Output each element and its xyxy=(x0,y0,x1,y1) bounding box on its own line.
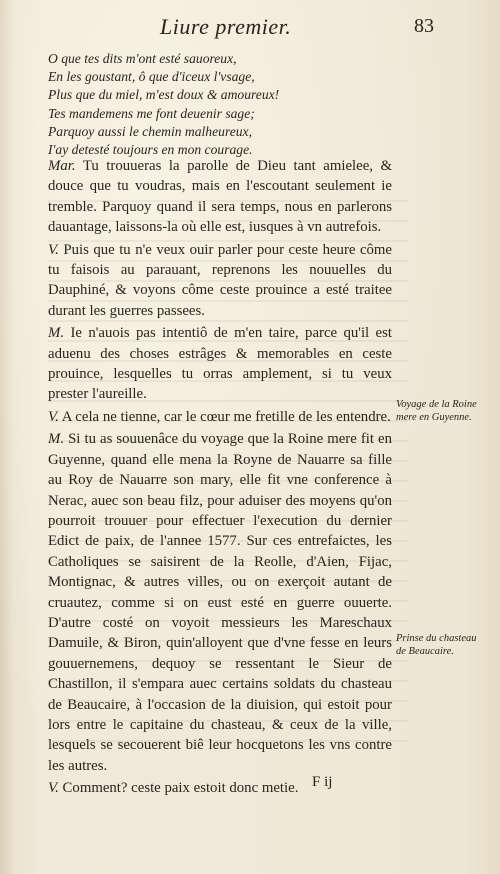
dialogue-text xyxy=(48,156,392,801)
speaker-mark: V. xyxy=(48,408,59,425)
paragraph-text: A cela ne tienne, car le cœur me fretille de les entendre. xyxy=(61,408,391,425)
verse-line: Tes mandemens me font deuenir sage; xyxy=(48,105,255,121)
paragraph-text: Ie n'auois pas intentiô de m'en taire, parce qu'il est aduenu des choses estrâges & memorables en ceste prouince, lesquelles tu orras amplement, si tu veux prester l'aureille. xyxy=(48,325,392,403)
paragraph-text: Si tu as souuenâce du voyage que la Roine mere fit en Guyenne, quand elle mena la Royne de Nauarre sa fille au Roy de Nauarre son mary, elle fit vne conference à Nerac, auec son beau filz, pour aduiser des moyens qu'on pourroit trouuer pour effectuer l'execution du dernier Edict de paix, de l'annee 1577. Sur ces entrefaictes, les Catholiques se saisirent de la Reolle, d'Aien, Fijac, Montignac, & autres villes, ou on exerçoit autant de cruautez, comme si on eust esté en guerre ouuerte. D'autre costé on voyoit messieurs les Mareschaux Damuile, & Biron, quin'alloyent que d'vne fesse en leurs gouuernemens, dequoy se ressentant le Sieur de Chastillon, il s'empara auec certains soldats du chasteau de Beaucaire, à l'occasion de la diuision, qui estoit pour lors entre le capitaine du chasteau, & ceux de la ville, lesquels se secouerent biê leur hocquetons les vns contre les autres. xyxy=(48,431,392,774)
dialogue-paragraph xyxy=(48,778,392,798)
verse-block xyxy=(48,50,368,159)
dialogue-paragraph xyxy=(48,323,392,405)
verse-line: O que tes dits m'ont esté sauoreux, xyxy=(48,51,237,66)
verse-line: En les goustant, ô que d'iceux l'vsage, xyxy=(48,69,255,85)
margin-note-voyage: Voyage de la Roine mere en Guyenne. xyxy=(396,399,477,423)
paragraph-text: Puis que tu n'e veux ouir parler pour ceste heure côme tu faisois au parauant, reprenons les nouuelles du Dauphiné, & voyons côme ceste prouince a esté traitee durant les guerres passees. xyxy=(48,241,392,319)
speaker-mark: V. xyxy=(48,241,59,258)
dialogue-paragraph xyxy=(48,429,392,776)
verse-line: I'ay detesté toujours en mon courage. xyxy=(48,142,253,158)
margin-note-beaucaire: Prinse du chasteau de Beaucaire. xyxy=(396,633,477,657)
speaker-mark: V. xyxy=(48,780,59,797)
speaker-mark: M. xyxy=(48,325,65,342)
paragraph-text: Comment? ceste paix estoit donc metie. xyxy=(62,780,299,797)
paragraph-text: Tu trouueras la parolle de Dieu tant amielee, & douce que tu voudras, mais en l'escoutant seulement ie tremble. Parquoy quand il sera temps, nous en parlerons dauantage, laissons-la où elle est, iusques à vn autrefois. xyxy=(48,158,393,236)
speaker-mark: Mar. xyxy=(48,158,76,174)
page-header xyxy=(64,14,444,44)
page-number: 83 xyxy=(414,15,434,37)
signature-mark: F ij xyxy=(312,774,333,790)
running-head: Liure premier. xyxy=(160,14,292,39)
dialogue-paragraph xyxy=(48,407,392,427)
dialogue-paragraph xyxy=(48,156,392,238)
speaker-mark: M. xyxy=(48,431,65,448)
verse-line: Parquoy aussi le chemin malheureux, xyxy=(48,123,252,139)
dialogue-paragraph xyxy=(48,240,392,322)
verse-line: Plus que du miel, m'est doux & amoureux! xyxy=(48,87,280,103)
